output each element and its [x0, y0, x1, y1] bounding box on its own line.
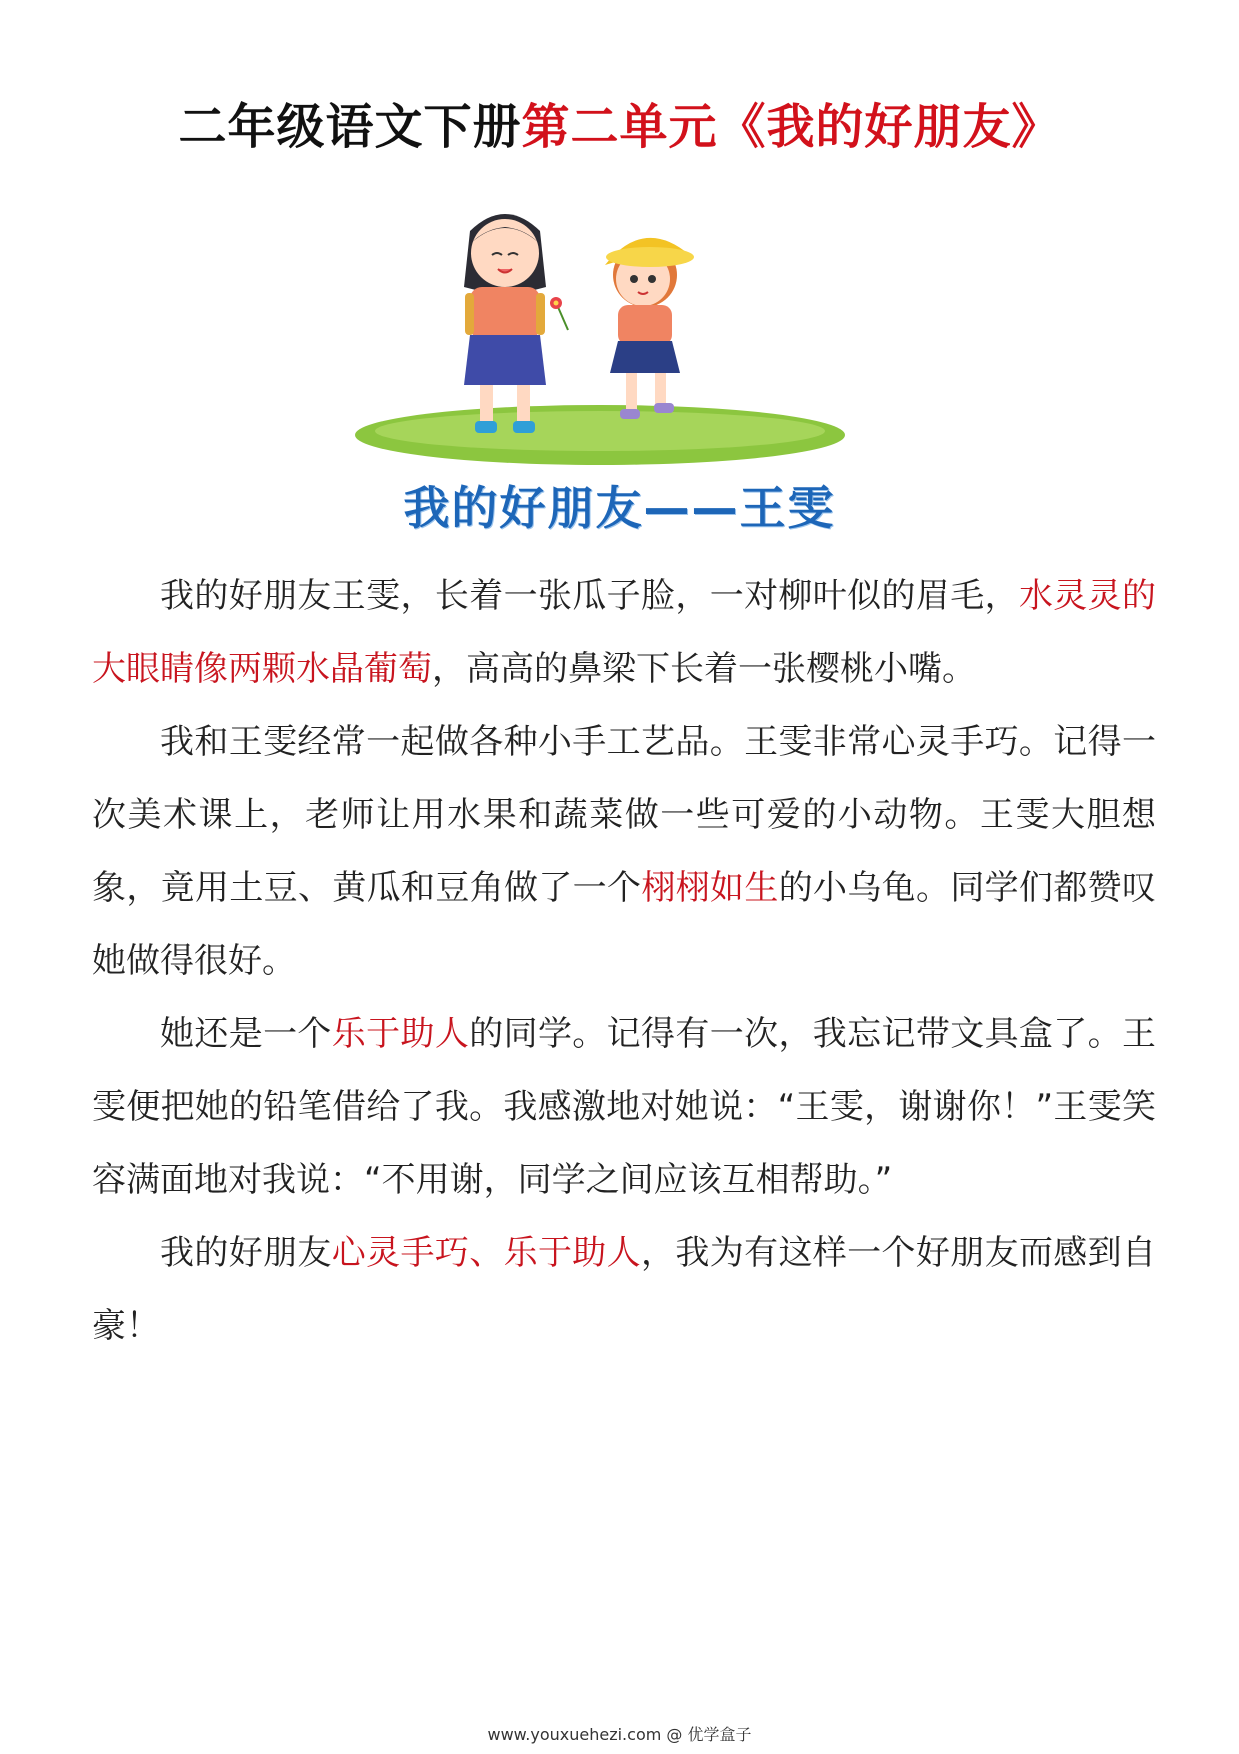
page-title — [0, 88, 1239, 157]
highlight-phrase: 心灵手巧、乐于助人 — [331, 1233, 642, 1273]
title-grade: 二年级语文下册 — [178, 99, 522, 155]
text-segment: 我的好朋友 — [160, 1233, 332, 1273]
article-body — [92, 560, 1156, 1363]
illustration-caption: 我的好朋友——王雯 — [403, 481, 836, 535]
highlight-phrase: 栩栩如生 — [641, 868, 779, 908]
paragraph-handicraft — [92, 706, 1156, 998]
paragraph-conclusion — [92, 1217, 1156, 1363]
text-segment: 我的好朋友王雯，长着一张瓜子脸，一对柳叶似的眉毛， — [160, 576, 1019, 616]
title-unit: 第二单元《我的好朋友》 — [521, 99, 1061, 155]
girl-right-figure — [605, 238, 694, 419]
highlight-phrase: 水灵灵的大眼睛像两颗水晶葡萄 — [92, 576, 1157, 689]
text-segment: 我和王雯经常一起做各种小手工艺品。王雯非常心灵手巧。记得一次美术课上，老师让用水果和蔬菜做一些可爱的小动物。王雯大胆想象，竟用土豆、黄瓜和豆角做了一个 — [92, 722, 1156, 908]
paragraph-helpful — [92, 998, 1156, 1217]
text-segment: 的小乌龟。同学们都赞叹她做得很好。 — [92, 868, 1157, 981]
two-girls-illustration — [300, 195, 940, 475]
girl-left-figure — [464, 214, 546, 433]
text-segment: 的同学。记得有一次，我忘记带文具盒了。王雯便把她的铅笔借给了我。我感激地对她说：“王雯，谢谢你！”王雯笑容满面地对我说：“不用谢，同学之间应该互相帮助。” — [92, 1014, 1157, 1200]
paragraph-appearance — [92, 560, 1156, 706]
footer-watermark: www.youxuehezi.com @ 优学盒子 — [487, 1725, 752, 1744]
text-segment: 她还是一个 — [160, 1014, 332, 1054]
text-segment: ，高高的鼻梁下长着一张樱桃小嘴。 — [432, 649, 976, 689]
highlight-phrase: 乐于助人 — [331, 1014, 470, 1054]
text-segment: ，我为有这样一个好朋友而感到自豪！ — [92, 1233, 1157, 1346]
